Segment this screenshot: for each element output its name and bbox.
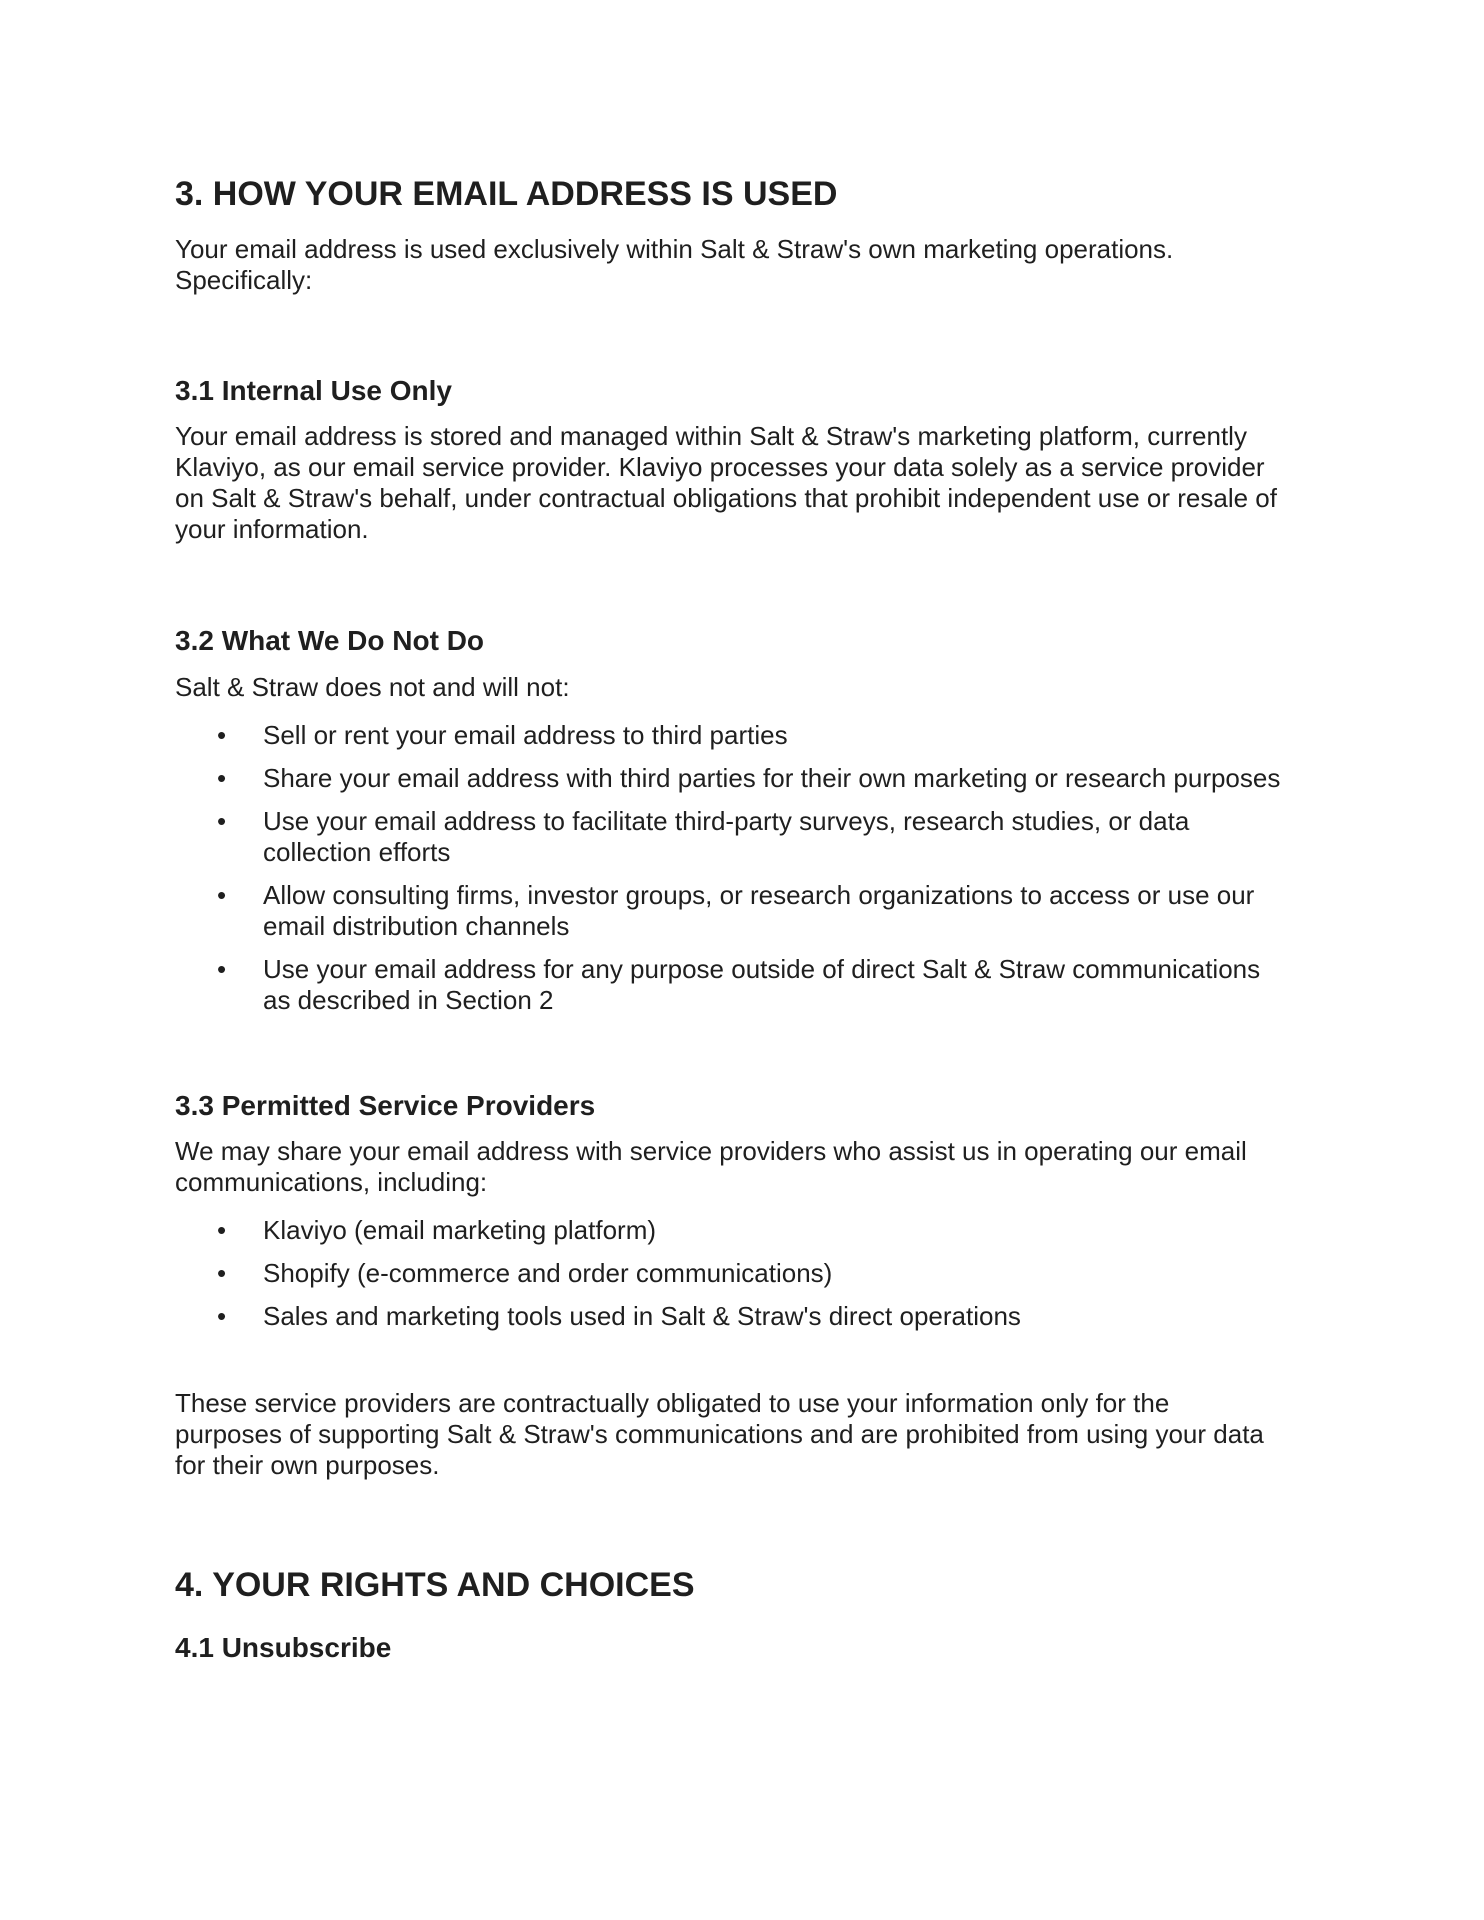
section-3-intro-line-1: Your email address is used exclusively within Salt & Straw's own marketing operations.: [175, 234, 1174, 264]
section-4-heading: 4. YOUR RIGHTS AND CHOICES: [175, 1566, 695, 1604]
section-3-3-lead-line-2: communications, including:: [175, 1167, 488, 1197]
list-item-text-continued: email distribution channels: [263, 911, 570, 941]
list-item-text: Share your email address with third parties for their own marketing or research purposes: [263, 763, 1281, 793]
list-item-text-continued: as described in Section 2: [263, 985, 554, 1015]
section-3-3-closing-line-3: for their own purposes.: [175, 1450, 440, 1480]
section-3-heading: 3. HOW YOUR EMAIL ADDRESS IS USED: [175, 175, 838, 213]
section-3-1-body-line-4: your information.: [175, 514, 369, 544]
section-4-1-heading: 4.1 Unsubscribe: [175, 1632, 392, 1663]
section-3-3-closing-line-1: These service providers are contractually obligated to use your information only for the: [175, 1388, 1170, 1418]
bullet-icon: •: [217, 763, 227, 793]
bullet-icon: •: [217, 954, 227, 984]
section-3-1-heading: 3.1 Internal Use Only: [175, 375, 452, 406]
list-item-text-continued: collection efforts: [263, 837, 451, 867]
list-item-text: Sales and marketing tools used in Salt & Straw's direct operations: [263, 1301, 1021, 1331]
list-item-text: Use your email address for any purpose outside of direct Salt & Straw communications: [263, 954, 1261, 984]
section-3-3-closing-line-2: purposes of supporting Salt & Straw's communications and are prohibited from using your data: [175, 1419, 1264, 1449]
bullet-icon: •: [217, 880, 227, 910]
bullet-icon: •: [217, 1258, 227, 1288]
list-item-text: Sell or rent your email address to third parties: [263, 720, 788, 750]
list-item-text: Klaviyo (email marketing platform): [263, 1215, 657, 1245]
section-3-1-body-line-2: Klaviyo, as our email service provider. Klaviyo processes your data solely as a service provider: [175, 452, 1265, 482]
section-3-3-heading: 3.3 Permitted Service Providers: [175, 1090, 596, 1121]
bullet-icon: •: [217, 1301, 227, 1331]
list-item-text: Shopify (e-commerce and order communications): [263, 1258, 833, 1288]
section-3-intro-line-2: Specifically:: [175, 265, 313, 295]
list-item-text: Allow consulting firms, investor groups, or research organizations to access or use our: [263, 880, 1255, 910]
bullet-icon: •: [217, 1215, 227, 1245]
bullet-icon: •: [217, 720, 227, 750]
list-item-text: Use your email address to facilitate third-party surveys, research studies, or data: [263, 806, 1190, 836]
section-3-1-body-line-3: on Salt & Straw's behalf, under contractual obligations that prohibit independent use or resale of: [175, 483, 1277, 513]
section-3-1-body-line-1: Your email address is stored and managed within Salt & Straw's marketing platform, currently: [175, 421, 1247, 451]
section-3-3-lead-line-1: We may share your email address with service providers who assist us in operating our email: [175, 1136, 1247, 1166]
section-3-2-lead: Salt & Straw does not and will not:: [175, 672, 570, 702]
section-3-2-heading: 3.2 What We Do Not Do: [175, 625, 485, 656]
bullet-icon: •: [217, 806, 227, 836]
